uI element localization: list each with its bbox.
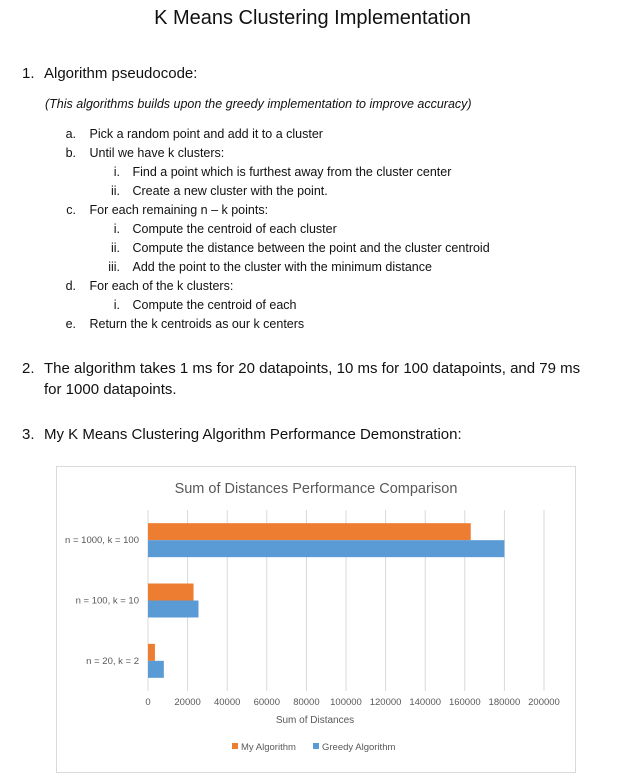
step-marker: e. [65,317,76,331]
section-3-number: 3. [22,426,35,443]
section-1-heading: Algorithm pseudocode: [44,65,198,82]
step-e [56,317,304,331]
category-label: n = 20, k = 2 [86,655,139,667]
chart-x-axis-label: Sum of Distances [275,715,355,726]
section-2-number: 2. [22,360,35,377]
legend-swatch [313,743,319,749]
x-tick-label: 60000 [253,697,281,708]
step-text: Compute the centroid of each cluster [132,222,337,236]
step-b-i [96,165,451,179]
step-text: Compute the centroid of each [132,298,297,312]
step-marker: c. [66,203,76,217]
legend-label: My Algorithm [241,742,296,753]
x-tick-label: 100000 [330,697,362,708]
step-text: Create a new cluster with the point. [132,184,328,198]
bar-greedy-algorithm [148,540,504,557]
section-1-note: (This algorithms builds upon the greedy implementation to improve accuracy) [45,97,472,111]
x-tick-label: 20000 [174,697,201,708]
chart-legend [232,742,395,753]
step-marker: d. [65,279,76,293]
step-marker: b. [65,146,76,160]
chart-category-labels [65,535,139,667]
x-tick-label: 80000 [293,697,320,708]
step-marker: i. [113,165,120,179]
step-text: For each remaining n – k points: [89,203,269,217]
step-text: Until we have k clusters: [89,146,225,160]
x-tick-label: 40000 [213,697,241,708]
chart-bars [148,523,504,678]
bar-chart [57,467,575,772]
step-text: Pick a random point and add it to a cluster [89,127,323,141]
step-text: Add the point to the cluster with the minimum distance [132,260,432,274]
section-1-number: 1. [22,65,35,82]
x-tick-label: 200000 [528,697,560,708]
step-text: Return the k centroids as our k centers [89,317,305,331]
step-text: For each of the k clusters: [89,279,234,293]
step-marker: iii. [108,260,120,274]
page-title: K Means Clustering Implementation [154,7,471,29]
x-tick-label: 140000 [409,697,442,708]
category-label: n = 1000, k = 100 [65,535,139,547]
step-marker: a. [65,127,76,141]
bar-greedy-algorithm [148,661,164,678]
x-tick-label: 0 [145,697,151,708]
step-marker: ii. [110,241,120,255]
bar-greedy-algorithm [148,601,198,618]
step-marker: i. [113,222,120,236]
legend-swatch [232,743,238,749]
legend-label: Greedy Algorithm [322,742,396,753]
step-c [56,203,268,217]
chart-x-tick-labels [145,697,560,708]
bar-my-algorithm [148,584,194,601]
chart-title: Sum of Distances Performance Comparison [174,481,458,497]
section-3-heading: My K Means Clustering Algorithm Performance Demonstration: [44,426,462,443]
step-marker: i. [113,298,120,312]
section-2-text: The algorithm takes 1 ms for 20 datapoints, 10 ms for 100 datapoints, and 79 ms for 1000 datapoints. [44,360,581,398]
category-label: n = 100, k = 10 [75,595,139,607]
step-text: Find a point which is furthest away from the cluster center [132,165,452,179]
step-a [56,127,323,141]
bar-my-algorithm [148,644,155,661]
step-c-ii [96,241,490,255]
step-b [56,146,224,160]
step-c-i [96,222,337,236]
step-text: Compute the distance between the point and the cluster centroid [132,241,490,255]
step-marker: ii. [110,184,120,198]
step-b-ii [96,184,328,198]
step-d [56,279,233,293]
x-tick-label: 180000 [488,697,521,708]
x-tick-label: 120000 [369,697,402,708]
chart-container [56,466,576,773]
step-d-i [96,298,296,312]
x-tick-label: 160000 [448,697,481,708]
bar-my-algorithm [148,523,471,540]
step-c-iii [96,260,432,274]
